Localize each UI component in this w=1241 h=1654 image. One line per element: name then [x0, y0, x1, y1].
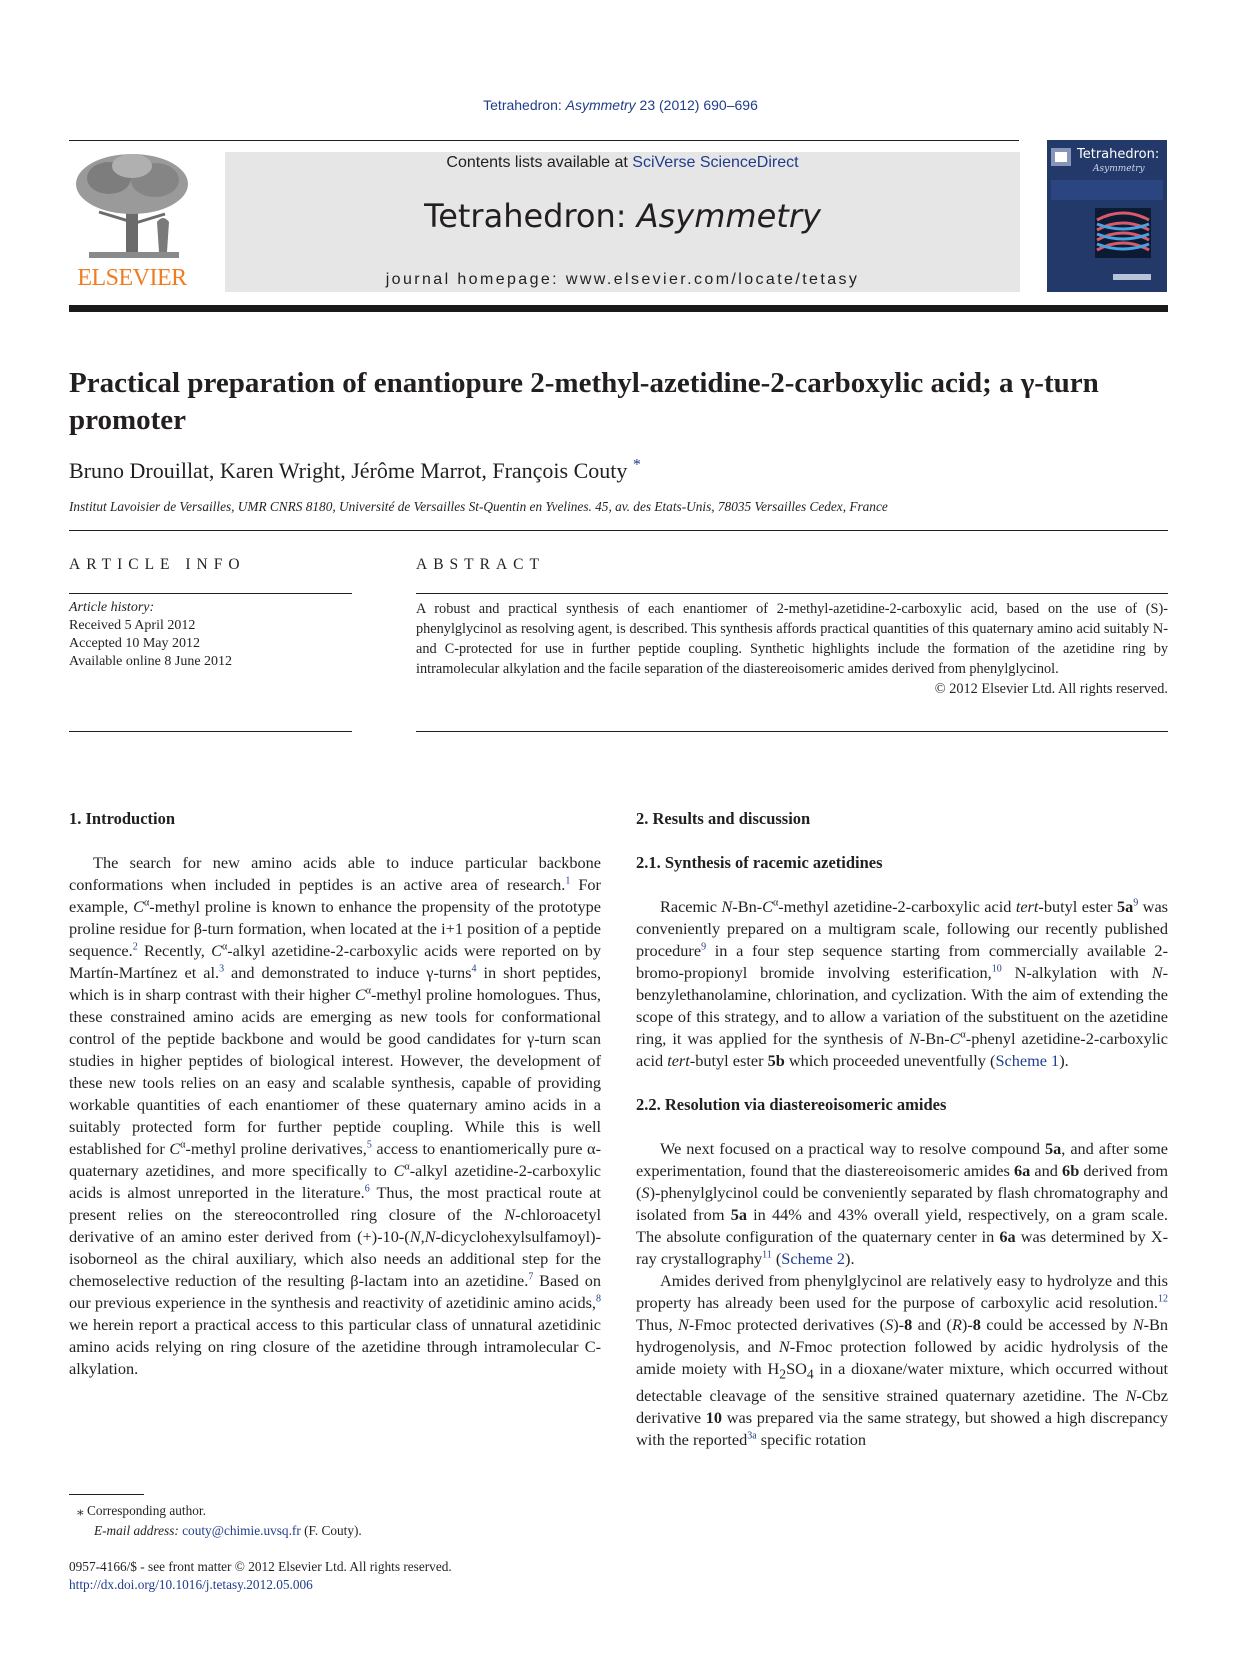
intro-column [69, 808, 601, 1380]
article-info-heading: ARTICLE INFO [69, 556, 246, 573]
cover-logo-icon [1051, 148, 1071, 166]
abstract-text [416, 599, 1168, 699]
synthesis-paragraph: Racemic $N-Bn-C^\alpha$-methyl azetidine-2-carboxylic acid tert-butyl ester $5a^9$ was conveniently prepared on a multigram scale, following our recently published procedure$^9$ in a four step sequence starting from commercially available 2-bromo-propionyl bromide involving esterification,$^{10}$ N-alkylation with N-benzylethanolamine, chlorination, and cyclization. With the aim of extending the scope of this strategy, and to allow a variation of the substituent on the azetidine ring, it was applied for the synthesis of $N-Bn-C^\alpha$-phenyl azetidine-2-carboxylic acid tert-butyl ester 5b which proceeded uneventfully (Scheme 1). [636, 897, 1169, 1070]
abstract-body: A robust and practical synthesis of each enantiomer of 2-methyl-azetidine-2-carboxylic acid, based on the use of (S)-phenylglycinol as resolving agent, is described. This synthesis affords practical quantities of this quaternary amino acid suitably N- and C-protected for use in further peptide coupling. Synthetic highlights include the formation of the azetidine ring by intramolecular alkylation and the facile separation of the diastereoisomeric amides derived from phenylglycinol. [416, 601, 1168, 677]
elsevier-wordmark: ELSEVIER [77, 265, 187, 291]
ref-link[interactable]: 1 [565, 875, 571, 887]
ref-link[interactable]: 3 [219, 963, 225, 975]
ref-link[interactable]: 6 [364, 1183, 370, 1195]
header-rule [69, 140, 1019, 141]
title-rule [69, 530, 1168, 531]
issn-line: 0957-4166/$ - see front matter © 2012 Elsevier Ltd. All rights reserved. [69, 1559, 452, 1574]
synthesis-heading: 2.1. Synthesis of racemic azetidines [636, 853, 883, 872]
scheme-2-link[interactable]: Scheme 2 [781, 1249, 846, 1268]
ref-link[interactable]: 8 [596, 1293, 601, 1305]
journal-cover [1047, 140, 1167, 292]
sciencedirect-link[interactable]: SciVerse ScienceDirect [632, 154, 799, 171]
resolution-heading: 2.2. Resolution via diastereoisomeric amides [636, 1095, 947, 1114]
scheme-1-link[interactable]: Scheme 1 [995, 1051, 1060, 1070]
ref-link[interactable]: 9 [1133, 897, 1139, 909]
intro-heading: 1. Introduction [69, 809, 176, 828]
header-thick-rule [69, 305, 1168, 312]
footnote-rule [69, 1494, 144, 1495]
article-title: Practical preparation of enantiopure 2-methyl-azetidine-2-carboxylic acid; a γ-turn promoter [69, 367, 1099, 436]
results-heading: 2. Results and discussion [636, 809, 811, 828]
ref-link[interactable]: 4 [471, 963, 477, 975]
abstract-heading: ABSTRACT [416, 556, 545, 573]
elsevier-logo [69, 152, 195, 292]
corresponding-author-mark[interactable]: * [632, 456, 641, 474]
doi-link[interactable]: http://dx.doi.org/10.1016/j.tetasy.2012.05.006 [69, 1577, 313, 1592]
ref-link[interactable]: 9 [701, 941, 707, 953]
cover-title: Tetrahedron: [1077, 147, 1160, 162]
resolution-paragraph-1: We next focused on a practical way to resolve compound 5a, and after some experimentation, found that the diastereoisomeric amides 6a and 6b derived from (S)-phenylglycinol could be conveniently separated by flash chromatography and isolated from 5a in 44% and 43% overall yield, respectively, on a gram scale. The absolute configuration of the quaternary center in 6a was determined by X-ray crystallography$^{11}$ (Scheme 2). [636, 1139, 1169, 1268]
journal-reference[interactable]: Tetrahedron: Asymmetry 23 (2012) 690–696 [483, 97, 758, 113]
journal-homepage[interactable]: journal homepage: www.elsevier.com/locate/tetasy [385, 271, 860, 288]
cover-subtitle: Asymmetry [1093, 164, 1145, 174]
author-email-link[interactable]: couty@chimie.uvsq.fr [182, 1523, 301, 1538]
tree-icon [69, 152, 195, 264]
corresponding-footnote: ⁎ Corresponding author. [77, 1503, 206, 1518]
journal-title: Tetrahedron: Asymmetry [424, 197, 821, 235]
abstract-copyright: © 2012 Elsevier Ltd. All rights reserved. [934, 681, 1168, 697]
email-footnote: E-mail address: couty@chimie.uvsq.fr (F. Couty). [94, 1523, 362, 1538]
resolution-paragraph-2: Amides derived from phenylglycinol are relatively easy to hydrolyze and this property has already been used for the purpose of carboxylic acid resolution.$^{12}$ Thus, N-Fmoc protected derivatives (S)-8 and (R)-8 could be accessed by N-Bn hydrogenolysis, and N-Fmoc protection followed by acidic hydrolysis of the amide moiety with $H_2SO_4$ in a dioxane/water mixture, which occurred without detectable cleavage of the sensitive strained quaternary azetidine. The N-Cbz derivative 10 was prepared via the same strategy, but showed a high discrepancy with the reported$^{3a}$ specific rotation [636, 1271, 1169, 1450]
ref-link[interactable]: 11 [762, 1249, 772, 1261]
ref-link[interactable]: 5 [366, 1139, 372, 1151]
ref-link[interactable]: 2 [132, 941, 138, 953]
cover-artwork [1051, 180, 1163, 288]
article-history [69, 599, 349, 671]
history-label: Article history: [69, 600, 155, 615]
ref-link[interactable]: 10 [991, 963, 1002, 975]
ref-link[interactable]: 3a [747, 1430, 757, 1442]
affiliation: Institut Lavoisier de Versailles, UMR CNRS 8180, Université de Versailles St-Quentin en Yvelines. 45, av. des Etats-Unis, 78035 Versailles Cedex, France [69, 499, 888, 514]
ref-link[interactable]: 7 [528, 1271, 534, 1283]
article-info-bottom-rule [69, 731, 352, 732]
intro-paragraph: The search for new amino acids able to induce particular backbone conformations when included in peptides is an active area of research.$^1$ For example, $C^\alpha$-methyl proline is known to enhance the propensity of the prototype proline residue for β-turn formation, when located at the i+1 position of a peptide sequence.$^2$ Recently, $C^\alpha$-alkyl azetidine-2-carboxylic acids were reported on by Martín-Martínez et al.$^3$ and demonstrated to induce γ-turns$^4$ in short peptides, which is in sharp contrast with their higher $C^\alpha$-methyl proline homologues. Thus, these constrained amino acids are emerging as new tools for conformational control of the peptide backbone and would be good candidates for γ-turn scan studies in higher peptides of biological interest. However, the development of these new tools relies on an easy and scalable synthesis, capable of providing workable quantities of each enantiomer of these quaternary amino acids in a suitably protected form for further peptide coupling. While this is well established for $C^\alpha$-methyl proline derivatives,$^5$ access to enantiomerically pure α-quaternary azetidines, and more specifically to $C^\alpha$-alkyl azetidine-2-carboxylic acids is almost unreported in the literature.$^6$ Thus, the most practical route at present relies on the stereocontrolled ring closure of the N-chloroacetyl derivative of an amino ester derived from (+)-10-(N,N-dicyclohexylsulfamoyl)-isoborneol as the chiral auxiliary, which also needs an additional step for the chemoselective reduction of the resulting β-lactam into an azetidine.$^7$ Based on our previous experience in the synthesis and reactivity of azetidinic amino acids,$^8$ we herein report a practical access to this particular class of unnatural azetidinic amino acids relying on ring closure of the azetidine through intramolecular C-alkylation. [69, 853, 602, 1378]
journal-banner [225, 152, 1020, 292]
results-column [636, 808, 1168, 1451]
accepted-date: Accepted 10 May 2012 [69, 636, 201, 651]
abstract-bottom-rule [416, 731, 1168, 732]
ref-link[interactable]: 12 [1158, 1293, 1168, 1305]
online-date: Available online 8 June 2012 [69, 654, 233, 669]
author-list: Bruno Drouillat, Karen Wright, Jérôme Marrot, François Couty * [69, 456, 641, 483]
abstract-rule [416, 593, 1168, 594]
article-info-rule [69, 593, 352, 594]
received-date: Received 5 April 2012 [69, 618, 196, 633]
contents-line: Contents lists available at SciVerse ScienceDirect [446, 154, 799, 171]
